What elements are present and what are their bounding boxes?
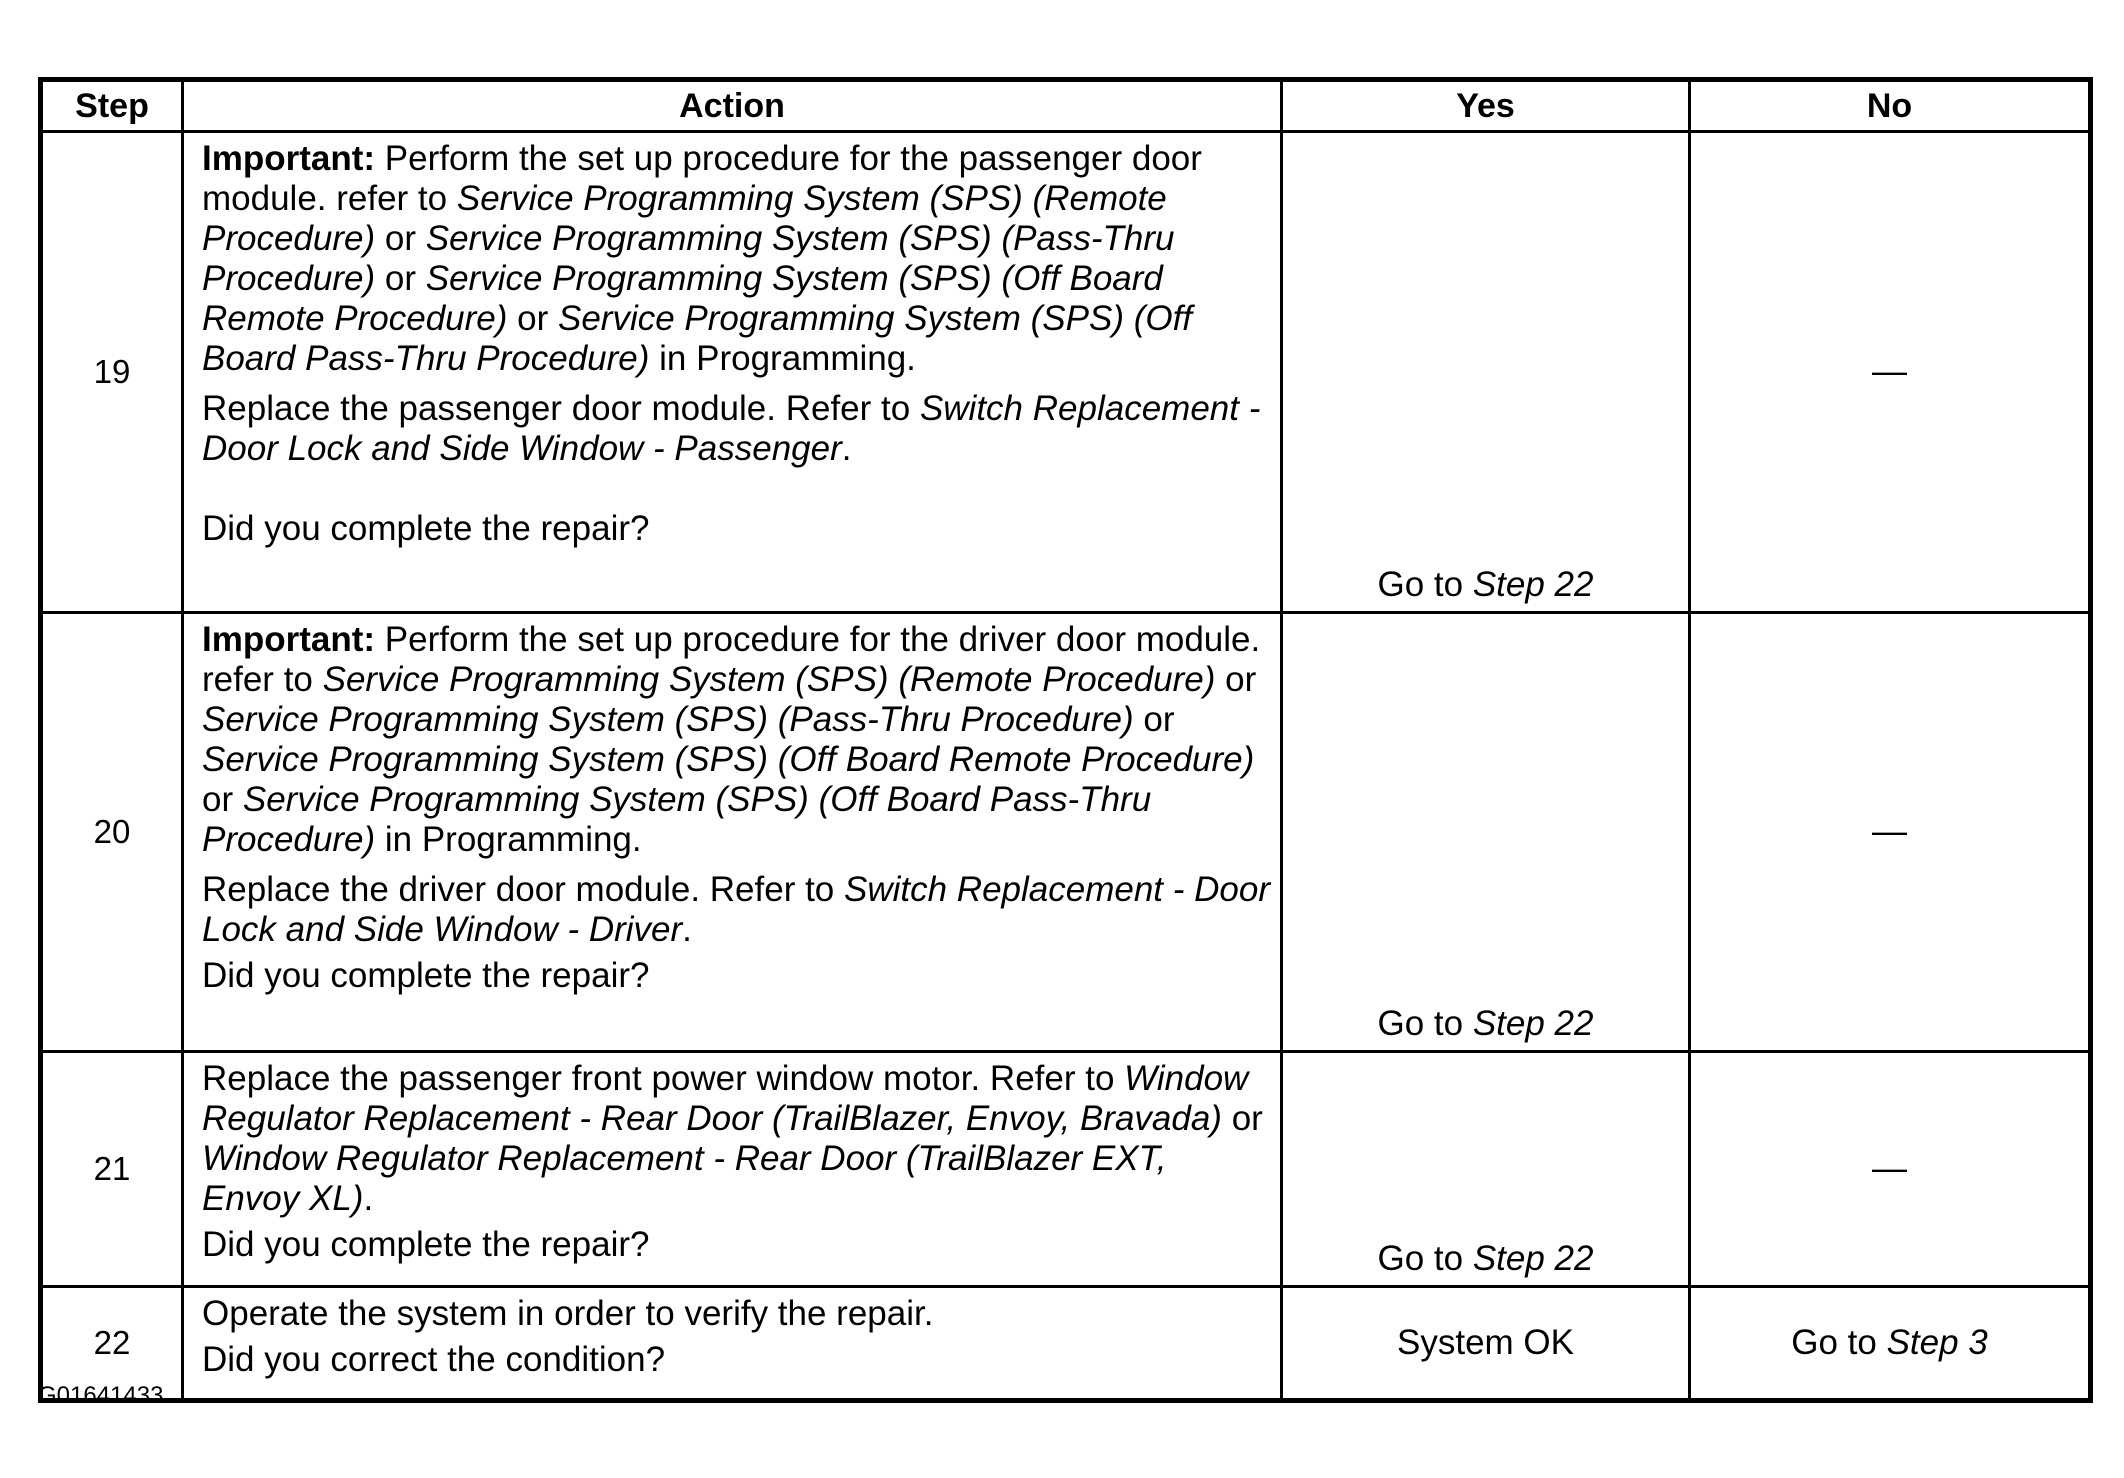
question-text: Did you correct the condition? — [202, 1340, 666, 1379]
reference-link: Service Programming System (SPS) (Off Board Remote Procedure) — [202, 740, 1255, 779]
yes-cell — [1282, 1287, 1690, 1401]
important-note — [202, 139, 1270, 379]
reference-link: Window Regulator Replacement - Rear Door (TrailBlazer, Envoy, Bravada) — [202, 1059, 1249, 1138]
go-to-text: Go to — [1377, 1004, 1473, 1043]
note-text: or — [507, 299, 558, 338]
yes-cell — [1282, 613, 1690, 1052]
question-text: Did you complete the repair? — [202, 1225, 650, 1264]
note-text: or — [375, 219, 426, 258]
reference-link: Window Regulator Replacement - Rear Door (TrailBlazer EXT, Envoy XL) — [202, 1139, 1167, 1218]
yes-result — [1283, 1004, 1688, 1044]
instruction-text: . — [363, 1179, 374, 1218]
diagnostic-step-table — [38, 77, 2093, 1403]
reference-link: Service Programming System (SPS) (Remote Procedure) — [202, 179, 1167, 258]
note-text: in Programming. — [649, 339, 916, 378]
no-result-dash: — — [1872, 1149, 1907, 1188]
yes-cell — [1282, 1052, 1690, 1287]
go-to-text: Go to — [1791, 1323, 1887, 1362]
instruction-paragraph — [202, 389, 1270, 469]
no-cell — [1690, 613, 2091, 1052]
no-cell — [1690, 1052, 2091, 1287]
instruction-text: . — [841, 429, 852, 468]
instruction-paragraph — [202, 870, 1270, 950]
table-row-step-22 — [41, 1287, 2091, 1401]
instruction-paragraph: Operate the system in order to verify the repair. — [202, 1294, 934, 1333]
reference-link: Service Programming System (SPS) (Remote Procedure) — [322, 660, 1216, 699]
question-text: Did you complete the repair? — [202, 956, 650, 995]
note-text: in Programming. — [375, 820, 642, 859]
step-reference: Step 22 — [1472, 1004, 1594, 1043]
step-number: 20 — [41, 613, 183, 1052]
reference-link: Service Programming System (SPS) (Off Board Remote Procedure) — [202, 259, 1163, 338]
reference-link: Service Programming System (SPS) (Off Board Pass-Thru Procedure) — [202, 780, 1152, 859]
go-to-text: Go to — [1377, 565, 1473, 604]
question-text: Did you complete the repair? — [202, 509, 650, 548]
reference-link: Service Programming System (SPS) (Off Board Pass-Thru Procedure) — [202, 299, 1193, 378]
spacer — [202, 479, 1270, 509]
action-cell — [183, 1287, 1282, 1401]
instruction-text: Replace the driver door module. Refer to — [202, 870, 844, 909]
action-cell — [183, 1052, 1282, 1287]
step-reference: Step 22 — [1472, 1239, 1594, 1278]
reference-link: Service Programming System (SPS) (Pass-Thru Procedure) — [202, 700, 1134, 739]
header-row — [41, 80, 2091, 132]
instruction-text: . — [682, 910, 692, 949]
table-row-step-19 — [41, 132, 2091, 613]
note-text: Perform the set up procedure for the passenger door module. refer to — [202, 139, 1202, 218]
no-cell — [1690, 1287, 2091, 1401]
step-reference: Step 3 — [1886, 1323, 1988, 1362]
important-label: Important: — [202, 139, 376, 178]
no-result-dash: — — [1872, 812, 1907, 851]
yes-result: System OK — [1397, 1323, 1574, 1362]
instruction-paragraph — [202, 1059, 1270, 1219]
header-yes: Yes — [1282, 80, 1690, 132]
note-text: or — [375, 259, 426, 298]
header-step: Step — [41, 80, 183, 132]
note-text: or — [1133, 700, 1175, 739]
instruction-text: or — [1221, 1099, 1263, 1138]
note-text: Perform the set up procedure for the driver door module. refer to — [202, 620, 1261, 699]
header-no: No — [1690, 80, 2091, 132]
instruction-text: Replace the passenger front power window motor. Refer to — [202, 1059, 1125, 1098]
reference-link: Switch Replacement - Door Lock and Side Window - Driver — [202, 870, 1270, 949]
no-result-dash: — — [1872, 352, 1907, 391]
table-row-step-20 — [41, 613, 2091, 1052]
header-action: Action — [183, 80, 1282, 132]
table-row-step-21 — [41, 1052, 2091, 1287]
action-cell — [183, 613, 1282, 1052]
instruction-text: Replace the passenger door module. Refer to — [202, 389, 920, 428]
important-label: Important: — [202, 620, 376, 659]
no-cell — [1690, 132, 2091, 613]
action-cell — [183, 132, 1282, 613]
reference-link: Service Programming System (SPS) (Pass-Thru Procedure) — [202, 219, 1175, 298]
step-reference: Step 22 — [1472, 565, 1594, 604]
yes-result — [1283, 1239, 1688, 1279]
step-number: 19 — [41, 132, 183, 613]
step-number: 22 — [41, 1287, 183, 1401]
reference-link: Switch Replacement - Door Lock and Side Window - Passenger — [202, 389, 1261, 468]
yes-cell — [1282, 132, 1690, 613]
note-text: or — [1215, 660, 1257, 699]
important-note — [202, 620, 1270, 860]
note-text: or — [202, 780, 243, 819]
yes-result — [1283, 565, 1688, 605]
figure-id: G01641433 — [38, 1382, 164, 1409]
go-to-text: Go to — [1377, 1239, 1473, 1278]
step-number: 21 — [41, 1052, 183, 1287]
